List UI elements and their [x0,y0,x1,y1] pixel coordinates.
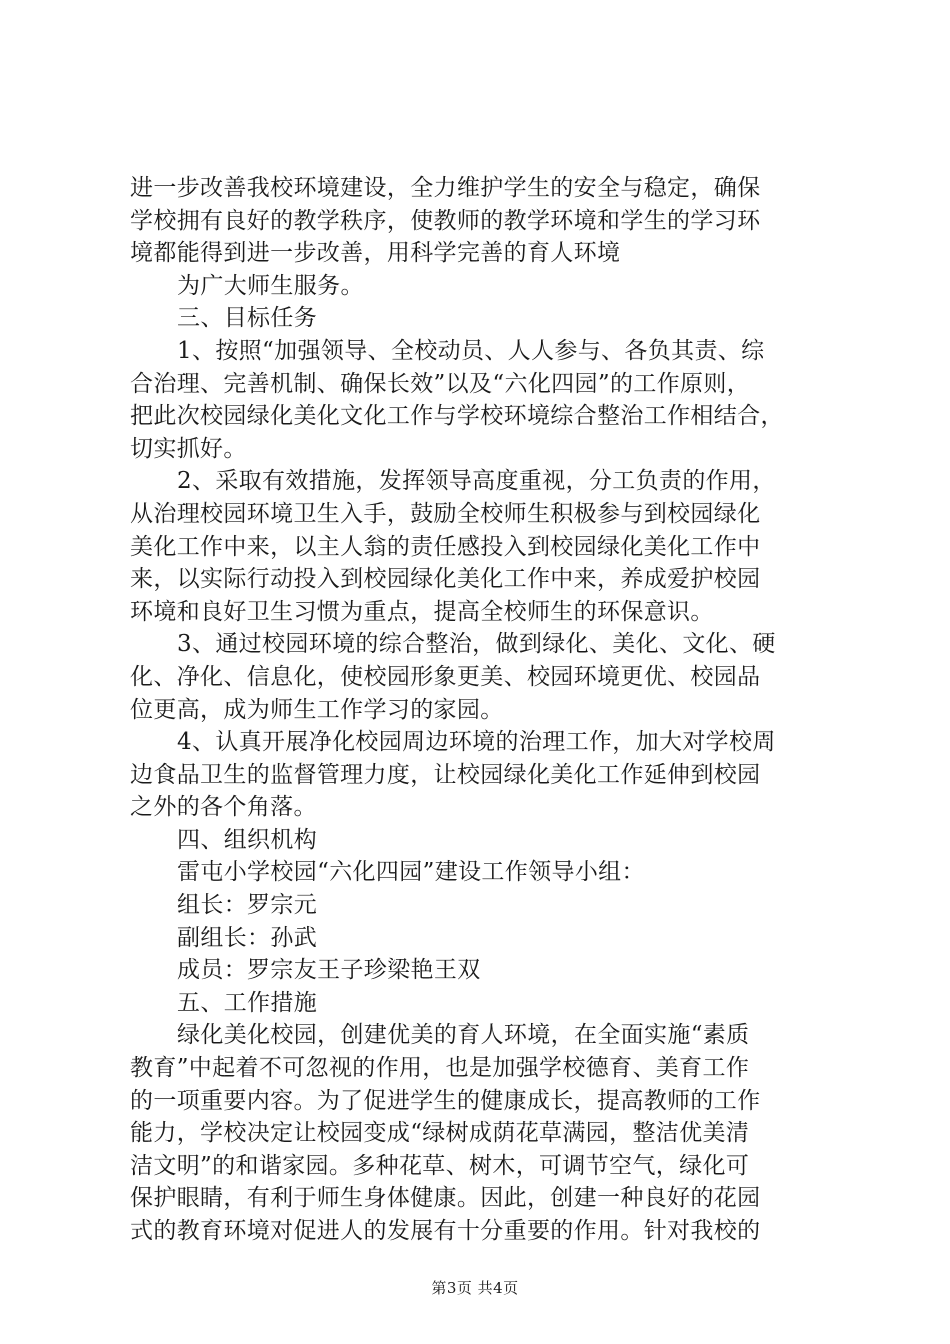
text-line: 洁文明”的和谐家园。多种花草、树木，可调节空气，绿化可 [130,1152,750,1179]
text-line: 3、通过校园环境的综合整治，做到绿化、美化、文化、硬 [177,631,776,658]
document-body [130,172,830,1248]
text-line: 四、组织机构 [177,826,318,853]
text-line: 来，以实际行动投入到校园绿化美化工作中来，养成爱护校园 [130,566,761,593]
text-line: 美化工作中来，以主人翁的责任感投入到校园绿化美化工作中 [130,533,761,560]
text-line: 组长：罗宗元 [177,892,318,919]
text-line: 境都能得到进一步改善，用科学完善的育人环境 [130,240,621,267]
page-footer: 第3页 共4页 [431,1279,519,1297]
text-line: 三、目标任务 [177,305,318,332]
text-line: 之外的各个角落。 [130,794,317,821]
text-line: 合治理、完善机制、确保长效”以及“六化四园”的工作原则， [130,370,751,397]
text-line: 化、净化、信息化，使校园形象更美、校园环境更优、校园品 [130,663,761,690]
text-line: 为广大师生服务。 [177,272,364,299]
text-line: 五、工作措施 [177,989,318,1016]
text-line: 环境和良好卫生习惯为重点，提高全校师生的环保意识。 [130,598,714,625]
text-line: 成员：罗宗友王子珍梁艳王双 [177,957,481,984]
text-line: 能力，学校决定让校园变成“绿树成荫花草满园，整洁优美清 [130,1120,750,1147]
text-line: 切实抓好。 [130,435,247,462]
text-line: 雷屯小学校园“六化四园”建设工作领导小组： [177,859,645,886]
text-line: 保护眼睛，有利于师生身体健康。因此，创建一种良好的花园 [130,1185,761,1212]
text-line: 1、按照“加强领导、全校动员、人人参与、各负其责、综 [177,337,765,364]
text-line: 学校拥有良好的教学秩序，使教师的教学环境和学生的学习环 [130,207,761,234]
text-line: 的一项重要内容。为了促进学生的健康成长，提高教师的工作 [130,1087,761,1114]
text-line: 副组长：孙武 [177,924,318,951]
text-line: 绿化美化校园，创建优美的育人环境，在全面实施“素质 [177,1022,750,1049]
text-line: 式的教育环境对促进人的发展有十分重要的作用。针对我校的 [130,1218,761,1244]
text-line: 把此次校园绿化美化文化工作与学校环境综合整治工作相结合， [130,403,784,430]
text-line: 教育”中起着不可忽视的作用，也是加强学校德育、美育工作 [130,1055,750,1082]
text-line: 进一步改善我校环境建设，全力维护学生的安全与稳定，确保 [130,175,761,201]
text-line: 位更高，成为师生工作学习的家园。 [130,696,504,723]
text-line: 边食品卫生的监督管理力度，让校园绿化美化工作延伸到校园 [130,761,761,788]
text-line: 从治理校园环境卫生入手，鼓励全校师生积极参与到校园绿化 [130,500,761,527]
text-line: 4、认真开展净化校园周边环境的治理工作，加大对学校周 [177,729,776,756]
text-line: 2、采取有效措施，发挥领导高度重视，分工负责的作用， [177,468,776,495]
